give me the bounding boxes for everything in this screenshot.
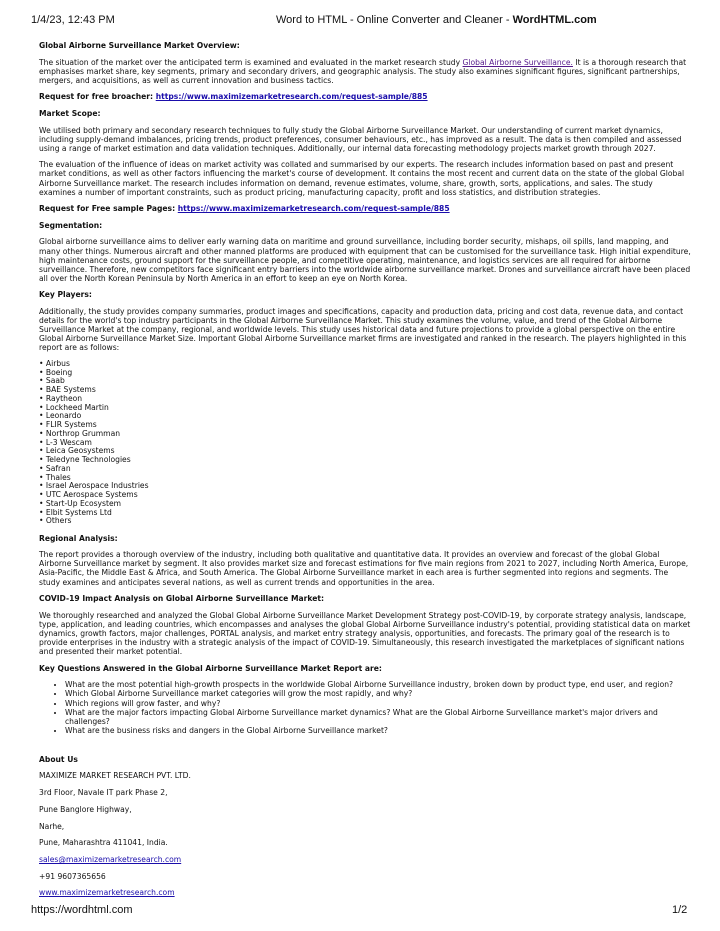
segmentation-heading: Segmentation: — [39, 220, 103, 230]
covid-heading: COVID-19 Impact Analysis on Global Airborne Surveillance Market: — [39, 594, 325, 604]
about-heading: About Us — [39, 754, 78, 764]
list-item: • L-3 Wescam — [39, 437, 92, 447]
about-section — [39, 755, 691, 898]
list-item: • Safran — [39, 463, 71, 473]
website-link[interactable]: www.maximizemarketresearch.com — [39, 888, 175, 898]
address-line: Pune Banglore Highway, — [39, 804, 132, 814]
request-sample-line — [39, 204, 691, 213]
list-item: • Elbit Systems Ltd — [39, 507, 112, 517]
list-item: • UTC Aerospace Systems — [39, 490, 138, 500]
phone-number: +91 9607365656 — [39, 871, 106, 881]
covid-paragraph: We thoroughly researched and analyzed the Global Global Airborne Surveillance Market Development Strategy post-COVID-19, by corporate strategy analysis, landscape, type, application, and leading countries, which encompasses and analyses the global Global Airborne Surveillance industry's potential, providing statistical data on market dynamics, growth factors, major challenges, PORTAL analysis, and market entry strategy analysis, opportunities, and forecasts. The primary goal of the research is to provide enterprises in the industry with a strategic analysis of the impact of COVID-19. Simultaneously, this research investigated the marketplaces of significant nations and presented their market potential. — [39, 610, 691, 657]
list-item: • Saab — [39, 376, 65, 386]
request-brochure-link[interactable]: https://www.maximizemarketresearch.com/request-sample/885 — [155, 92, 428, 102]
list-item: • Teledyne Technologies — [39, 455, 131, 465]
list-item: • Others — [39, 516, 72, 526]
request-brochure-line — [39, 92, 691, 101]
list-item: • Thales — [39, 472, 71, 482]
website-line — [39, 888, 691, 897]
list-item: • Leonardo — [39, 411, 82, 421]
overview-text-after: It is a thorough research that emphasises market share, key segments, primary and secondary drivers, and geographic analysis. The study also examines significant figures, significant partnerships, mergers, and acquisitions, as well as current innovation and business tactics. — [39, 57, 687, 85]
print-datetime: 1/4/23, 12:43 PM — [31, 14, 115, 26]
print-title-brand: WordHTML.com — [512, 14, 597, 26]
list-item: • Start-Up Ecosystem — [39, 498, 122, 508]
address-line: 3rd Floor, Navale IT park Phase 2, — [39, 788, 168, 798]
regional-heading: Regional Analysis: — [39, 533, 118, 543]
list-item: • Lockheed Martin — [39, 402, 109, 412]
list-item: • What are the business risks and dangers in the Global Airborne Surveillance market? — [65, 726, 691, 735]
request-sample-label: Request for Free sample Pages: — [39, 204, 178, 214]
address-line: Pune, Maharashtra 411041, India. — [39, 838, 168, 848]
list-item: • Israel Aerospace Industries — [39, 481, 149, 491]
overview-heading: Global Airborne Surveillance Market Overview: — [39, 41, 240, 50]
list-item: • BAE Systems — [39, 385, 96, 395]
overview-paragraph — [39, 58, 691, 85]
print-page-number: 1/2 — [672, 904, 688, 916]
key-players-list — [39, 360, 691, 526]
scope-paragraph-2: The evaluation of the influence of ideas on market activity was collated and summarised by our experts. The research includes information based on past and present market conditions, as well as other factors influencing the market's course of development. It contains the most recent and current data on the state of the global Global Airborne Surveillance market. The research includes information on demand, revenue estimates, volume, share, growth, sorts, applications, and sales. The study examines a number of important constraints, such as product pricing, manufacturing capacity, profit and loss statistics, and distribution strategies. — [39, 160, 685, 197]
key-players-paragraph: Additionally, the study provides company summaries, product images and specifications, capacity and production data, pricing and cost data, revenue data, and contact details for the world's top industry participants in the Global Airborne Surveillance Market. This study examines the volume, value, and trend of the Global Airborne Surveillance Market at the company, regional, and worldwide levels. This study uses historical data and future projections to provide a global perspective on the entire Global Airborne Surveillance Market Size. Important Global Airborne Surveillance market firms are investigated and ranked in the research. The players highlighted in this report are as follows: — [39, 306, 687, 353]
scope-paragraph-1: We utilised both primary and secondary research techniques to fully study the Global Airborne Surveillance Market. Our understanding of current market dynamics, including supply-demand imbalances, pricing trends, product preferences, consumer behaviours, etc., has improved as a result. The data is then compiled and assessed using a range of market estimation and data validation techniques. Additionally, our internal data forecasting methodology projects market growth through 2027. — [39, 125, 682, 153]
company-name: MAXIMIZE MARKET RESEARCH PVT. LTD. — [39, 771, 191, 781]
overview-text-before: The situation of the market over the anticipated term is examined and evaluated in the market research study — [39, 57, 463, 67]
email-line — [39, 855, 691, 864]
list-item: • Boeing — [39, 367, 73, 377]
questions-heading: Key Questions Answered in the Global Airborne Surveillance Market Report are: — [39, 663, 382, 673]
list-item: • Airbus — [39, 358, 70, 368]
request-brochure-label: Request for free broacher: — [39, 92, 156, 102]
segmentation-paragraph: Global airborne surveillance aims to deliver early warning data on maritime and ground surveillance, including border security, mishaps, oil spills, land mapping, and many other things. Numerous aircraft and other manned platforms are produced with equipment that can be customised for the surveillance task. High initial expenditure, high maintenance costs, ground support for the surveillance people, and competitive operating, maintenance, and logistics services are all required for airborne surveillance. Therefore, new competitors face significant entry barriers into the worldwide airborne surveillance market. Drones and surveillance aircraft have been placed all over the North Korean Peninsula by North America in an effort to keep an eye on North Korea. — [39, 237, 691, 283]
print-footer-url: https://wordhtml.com — [31, 904, 133, 916]
print-header — [0, 14, 720, 28]
print-page-title — [276, 14, 597, 26]
email-link[interactable]: sales@maximizemarketresearch.com — [39, 854, 182, 864]
list-item: • Raytheon — [39, 393, 83, 403]
questions-list — [39, 680, 691, 735]
list-item: • What are the major factors impacting Global Airborne Surveillance market dynamics? What are the Global Airborne Surveillance market's major drivers and challenges? — [65, 708, 691, 726]
request-sample-link[interactable]: https://www.maximizemarketresearch.com/request-sample/885 — [177, 204, 450, 214]
address-line: Narhe, — [39, 821, 65, 831]
list-item: • Northrop Grumman — [39, 428, 121, 438]
document-body — [39, 41, 691, 905]
overview-link[interactable]: Global Airborne Surveillance. — [462, 57, 573, 67]
regional-paragraph: The report provides a thorough overview of the industry, including both qualitative and quantitative data. It provides an overview and forecast of the global Global Airborne Surveillance market by segment. It also provides market size and forecast estimations for five main regions from 2021 to 2027, including North America, Europe, Asia-Pacific, the Middle East & Africa, and South America. The Global Airborne Surveillance market in each area is further segmented into regions and segments. The study examines and anticipates several nations, as well as current trends and opportunities in the area. — [39, 550, 689, 587]
list-item: • Which regions will grow faster, and why? — [65, 699, 691, 708]
key-players-heading: Key Players: — [39, 290, 92, 300]
print-title-prefix: Word to HTML - Online Converter and Cleaner - — [276, 14, 513, 26]
list-item: • FLIR Systems — [39, 420, 97, 430]
list-item: • What are the most potential high-growth prospects in the worldwide Global Airborne Surveillance industry, broken down by product type, end user, and region? — [65, 680, 691, 689]
scope-heading: Market Scope: — [39, 108, 101, 118]
list-item: • Which Global Airborne Surveillance market categories will grow the most rapidly, and why? — [65, 689, 691, 698]
list-item: • Leica Geosystems — [39, 446, 115, 456]
